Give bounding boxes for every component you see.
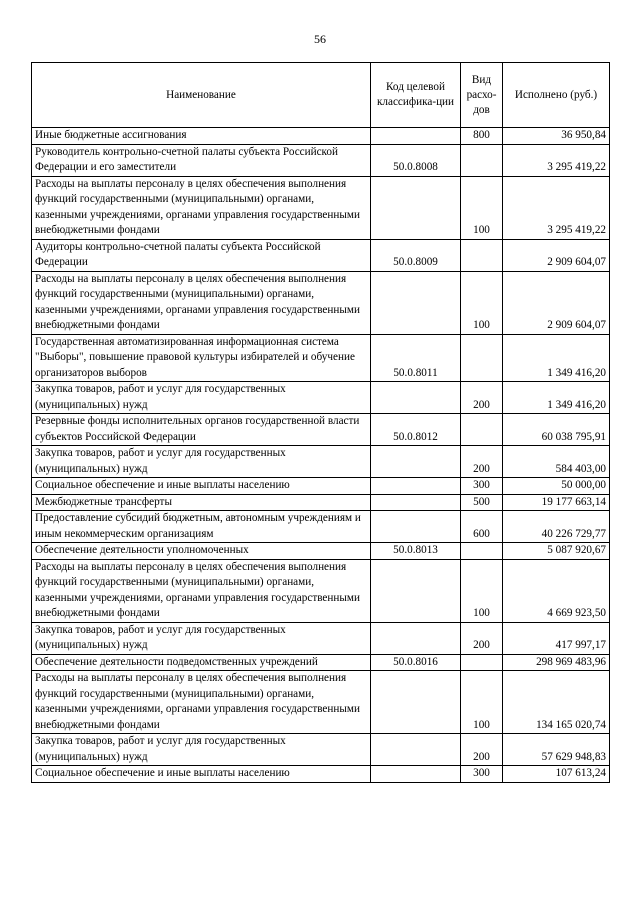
- table-row: [32, 478, 610, 495]
- row-kind: 300: [461, 766, 503, 783]
- row-name: Социальное обеспечение и иные выплаты населению: [32, 766, 371, 783]
- row-name: Закупка товаров, работ и услуг для государственных (муниципальных) нужд: [32, 734, 371, 766]
- row-kind: 100: [461, 671, 503, 734]
- table-row: [32, 414, 610, 446]
- row-kind: 100: [461, 271, 503, 334]
- row-name: Обеспечение деятельности уполномоченных: [32, 543, 371, 560]
- row-code: [371, 176, 461, 239]
- table-row: [32, 766, 610, 783]
- row-code: [371, 511, 461, 543]
- table-row: [32, 271, 610, 334]
- row-amount: 584 403,00: [503, 446, 610, 478]
- row-kind: 200: [461, 622, 503, 654]
- header-amount: Исполнено (руб.): [503, 63, 610, 128]
- row-kind: 100: [461, 559, 503, 622]
- table-row: [32, 144, 610, 176]
- table-row: [32, 654, 610, 671]
- row-name: Иные бюджетные ассигнования: [32, 128, 371, 145]
- row-code: [371, 622, 461, 654]
- row-amount: 3 295 419,22: [503, 144, 610, 176]
- table-row: [32, 671, 610, 734]
- row-name: Расходы на выплаты персоналу в целях обеспечения выполнения функций государственными (муниципальными) органами, казенными учреждениями, органами управления государственными внебюджетными фондами: [32, 671, 371, 734]
- table-header-row: [32, 63, 610, 128]
- row-name: Аудиторы контрольно-счетной палаты субъекта Российской Федерации: [32, 239, 371, 271]
- row-code: 50.0.8016: [371, 654, 461, 671]
- row-name: Закупка товаров, работ и услуг для государственных (муниципальных) нужд: [32, 446, 371, 478]
- budget-table: [31, 62, 610, 783]
- row-code: 50.0.8008: [371, 144, 461, 176]
- row-amount: 19 177 663,14: [503, 494, 610, 511]
- row-amount: 1 349 416,20: [503, 382, 610, 414]
- row-kind: 200: [461, 446, 503, 478]
- row-code: [371, 671, 461, 734]
- row-name: Обеспечение деятельности подведомственных учреждений: [32, 654, 371, 671]
- row-amount: 50 000,00: [503, 478, 610, 495]
- row-code: 50.0.8009: [371, 239, 461, 271]
- table-row: [32, 622, 610, 654]
- row-amount: 107 613,24: [503, 766, 610, 783]
- header-name: Наименование: [32, 63, 371, 128]
- table-row: [32, 446, 610, 478]
- row-name: Расходы на выплаты персоналу в целях обеспечения выполнения функций государственными (муниципальными) органами, казенными учреждениями, органами управления государственными внебюджетными фондами: [32, 559, 371, 622]
- row-kind: [461, 239, 503, 271]
- row-name: Резервные фонды исполнительных органов государственной власти субъектов Российской Федерации: [32, 414, 371, 446]
- row-code: 50.0.8011: [371, 334, 461, 382]
- row-name: Руководитель контрольно-счетной палаты субъекта Российской Федерации и его заместители: [32, 144, 371, 176]
- row-kind: [461, 654, 503, 671]
- table-row: [32, 734, 610, 766]
- row-amount: 36 950,84: [503, 128, 610, 145]
- row-amount: 134 165 020,74: [503, 671, 610, 734]
- row-code: [371, 271, 461, 334]
- row-name: Межбюджетные трансферты: [32, 494, 371, 511]
- row-amount: 298 969 483,96: [503, 654, 610, 671]
- table-row: [32, 559, 610, 622]
- row-kind: [461, 543, 503, 560]
- row-amount: 5 087 920,67: [503, 543, 610, 560]
- row-code: [371, 494, 461, 511]
- row-name: Предоставление субсидий бюджетным, автономным учреждениям и иным некоммерческим организациям: [32, 511, 371, 543]
- row-kind: [461, 144, 503, 176]
- row-kind: 500: [461, 494, 503, 511]
- table-row: [32, 176, 610, 239]
- table-row: [32, 334, 610, 382]
- row-name: Социальное обеспечение и иные выплаты населению: [32, 478, 371, 495]
- row-name: Расходы на выплаты персоналу в целях обеспечения выполнения функций государственными (муниципальными) органами, казенными учреждениями, органами управления государственными внебюджетными фондами: [32, 176, 371, 239]
- row-kind: 600: [461, 511, 503, 543]
- header-code: Код целевой классифика-ции: [371, 63, 461, 128]
- row-kind: 100: [461, 176, 503, 239]
- page-number: 56: [314, 32, 326, 46]
- row-amount: 40 226 729,77: [503, 511, 610, 543]
- row-code: [371, 559, 461, 622]
- row-code: [371, 766, 461, 783]
- row-code: 50.0.8013: [371, 543, 461, 560]
- row-amount: 417 997,17: [503, 622, 610, 654]
- row-name: Расходы на выплаты персоналу в целях обеспечения выполнения функций государственными (муниципальными) органами, казенными учреждениями, органами управления государственными внебюджетными фондами: [32, 271, 371, 334]
- row-name: Государственная автоматизированная информационная система "Выборы", повышение правовой культуры избирателей и обучение организаторов выборов: [32, 334, 371, 382]
- row-code: [371, 734, 461, 766]
- row-amount: 3 295 419,22: [503, 176, 610, 239]
- row-code: [371, 382, 461, 414]
- row-name: Закупка товаров, работ и услуг для государственных (муниципальных) нужд: [32, 622, 371, 654]
- row-code: 50.0.8012: [371, 414, 461, 446]
- table-row: [32, 543, 610, 560]
- row-amount: 57 629 948,83: [503, 734, 610, 766]
- row-name: Закупка товаров, работ и услуг для государственных (муниципальных) нужд: [32, 382, 371, 414]
- row-kind: 200: [461, 382, 503, 414]
- row-code: [371, 128, 461, 145]
- row-amount: 1 349 416,20: [503, 334, 610, 382]
- table-row: [32, 494, 610, 511]
- table-row: [32, 511, 610, 543]
- table-row: [32, 382, 610, 414]
- table-row: [32, 239, 610, 271]
- table-row: [32, 128, 610, 145]
- row-amount: 60 038 795,91: [503, 414, 610, 446]
- row-amount: 2 909 604,07: [503, 239, 610, 271]
- row-kind: 800: [461, 128, 503, 145]
- row-code: [371, 446, 461, 478]
- row-kind: 200: [461, 734, 503, 766]
- row-kind: [461, 334, 503, 382]
- row-kind: [461, 414, 503, 446]
- row-kind: 300: [461, 478, 503, 495]
- row-amount: 2 909 604,07: [503, 271, 610, 334]
- header-kind: Вид расхо-дов: [461, 63, 503, 128]
- row-code: [371, 478, 461, 495]
- row-amount: 4 669 923,50: [503, 559, 610, 622]
